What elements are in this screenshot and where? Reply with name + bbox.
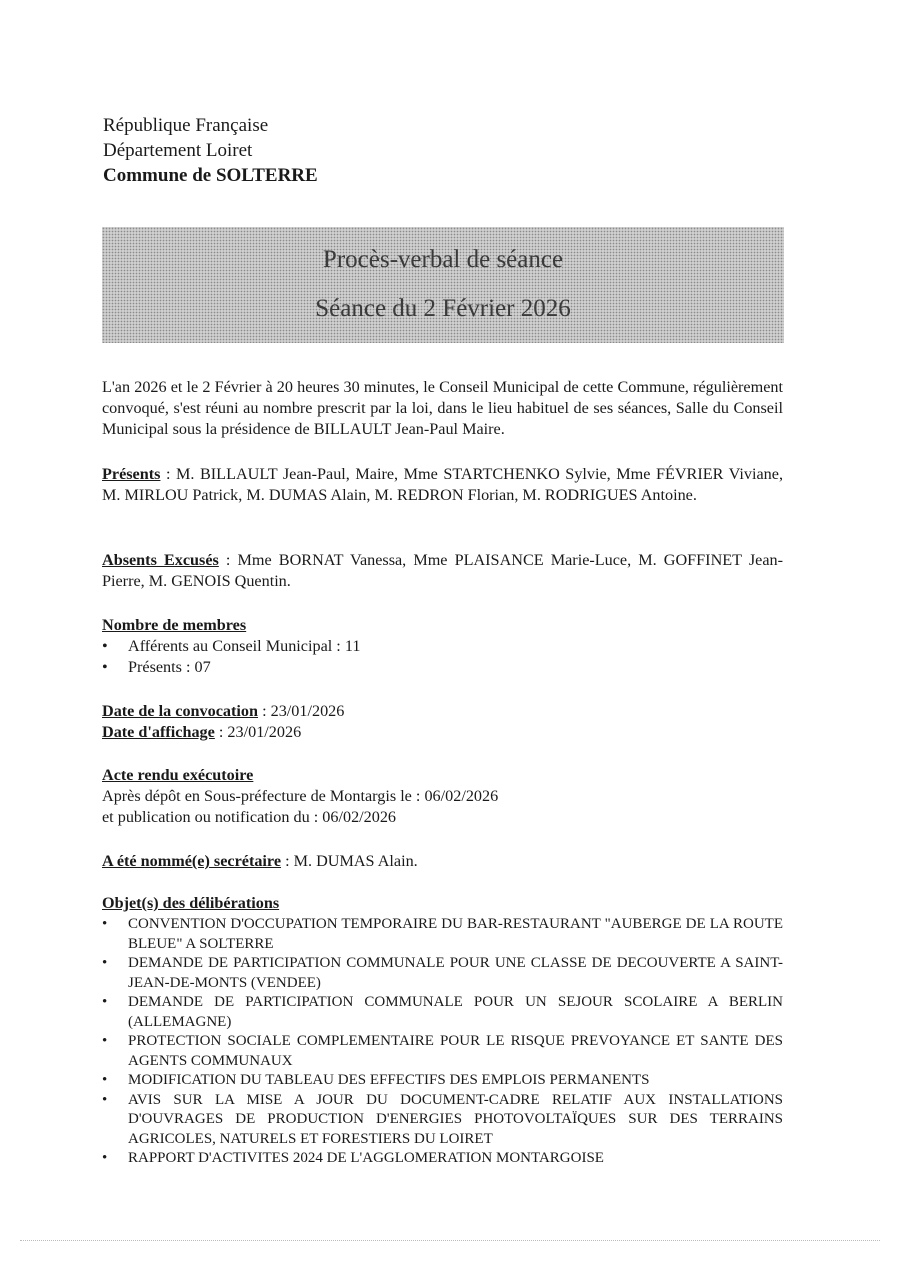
scan-artifact-divider: [20, 1240, 880, 1241]
affichage-label: Date d'affichage: [102, 723, 215, 741]
absents-separator: :: [218, 551, 238, 569]
header-departement: Département Loiret: [103, 140, 253, 161]
convocation-line: [102, 701, 783, 722]
absents-label: Absents Excusés: [102, 551, 219, 569]
list-item: • DEMANDE DE PARTICIPATION COMMUNALE POUR UN SEJOUR SCOLAIRE A BERLIN (ALLEMAGNE): [102, 993, 783, 1032]
list-item: • MODIFICATION DU TABLEAU DES EFFECTIFS DES EMPLOIS PERMANENTS: [102, 1071, 783, 1091]
list-item: • Présents : 07: [102, 657, 783, 678]
acte-label: Acte rendu exécutoire: [102, 766, 254, 784]
secretaire-label: A été nommé(e) secrétaire: [102, 852, 282, 870]
convocation-date: : 23/01/2026: [258, 702, 345, 720]
list-item: • AVIS SUR LA MISE A JOUR DU DOCUMENT-CADRE RELATIF AUX INSTALLATIONS D'OUVRAGES DE PRODUCTION D'ENERGIES PHOTOVOLTAÏQUES SUR DES TERRAINS AGRICOLES, NATURELS ET FORESTIERS DU LOIRET: [102, 1091, 783, 1150]
secretaire-name: : M. DUMAS Alain.: [281, 852, 418, 870]
affichage-date: : 23/01/2026: [214, 723, 302, 741]
objets-list: [102, 915, 783, 1169]
acte-block: [102, 765, 783, 828]
convocation-label: Date de la convocation: [102, 702, 259, 720]
presents-list: M. BILLAULT Jean-Paul, Maire, Mme STARTCHENKO Sylvie, Mme FÉVRIER Viviane, M. MIRLOU Patrick, M. DUMAS Alain, M. REDRON Florian, M. RODRIGUES Antoine.: [102, 465, 783, 504]
objets-label: Objet(s) des délibérations: [102, 894, 280, 912]
secretaire-line: [102, 851, 783, 872]
header-republique: République Française: [103, 115, 269, 136]
document-header: [103, 113, 318, 188]
absents-paragraph: [102, 550, 783, 592]
list-item: • PROTECTION SOCIALE COMPLEMENTAIRE POUR LE RISQUE PREVOYANCE ET SANTE DES AGENTS COMMUNAUX: [102, 1032, 783, 1071]
objets-heading: [102, 893, 783, 914]
document-title: Procès-verbal de séance: [322, 246, 564, 273]
presents-separator: :: [160, 465, 177, 483]
title-banner: [102, 227, 784, 343]
membres-label: Nombre de membres: [102, 616, 247, 634]
membres-heading: [102, 615, 783, 636]
affichage-line: [102, 722, 783, 743]
header-commune: Commune de SOLTERRE: [103, 165, 318, 186]
presents-label: Présents: [102, 465, 161, 483]
list-item: • RAPPORT D'ACTIVITES 2024 DE L'AGGLOMERATION MONTARGOISE: [102, 1149, 783, 1169]
acte-publication-line: et publication ou notification du : 06/02/2026: [102, 808, 397, 826]
list-item: • Afférents au Conseil Municipal : 11: [102, 636, 783, 657]
membres-list: [102, 636, 783, 678]
presents-paragraph: [102, 464, 783, 506]
list-item: • CONVENTION D'OCCUPATION TEMPORAIRE DU BAR-RESTAURANT "AUBERGE DE LA ROUTE BLEUE" A SOLTERRE: [102, 915, 783, 954]
session-date-title: Séance du 2 Février 2026: [315, 295, 571, 322]
intro-paragraph: L'an 2026 et le 2 Février à 20 heures 30 minutes, le Conseil Municipal de cette Commune, régulièrement convoqué, s'est réuni au nombre prescrit par la loi, dans le lieu habituel de ses séances, Salle du Conseil Municipal sous la présidence de BILLAULT Jean-Paul Maire.: [102, 378, 783, 438]
acte-depot-line: Après dépôt en Sous-préfecture de Montargis le : 06/02/2026: [102, 787, 499, 805]
absents-list: Mme BORNAT Vanessa, Mme PLAISANCE Marie-Luce, M. GOFFINET Jean-Pierre, M. GENOIS Quentin.: [102, 551, 783, 590]
list-item: • DEMANDE DE PARTICIPATION COMMUNALE POUR UNE CLASSE DE DECOUVERTE A SAINT-JEAN-DE-MONTS (VENDEE): [102, 954, 783, 993]
